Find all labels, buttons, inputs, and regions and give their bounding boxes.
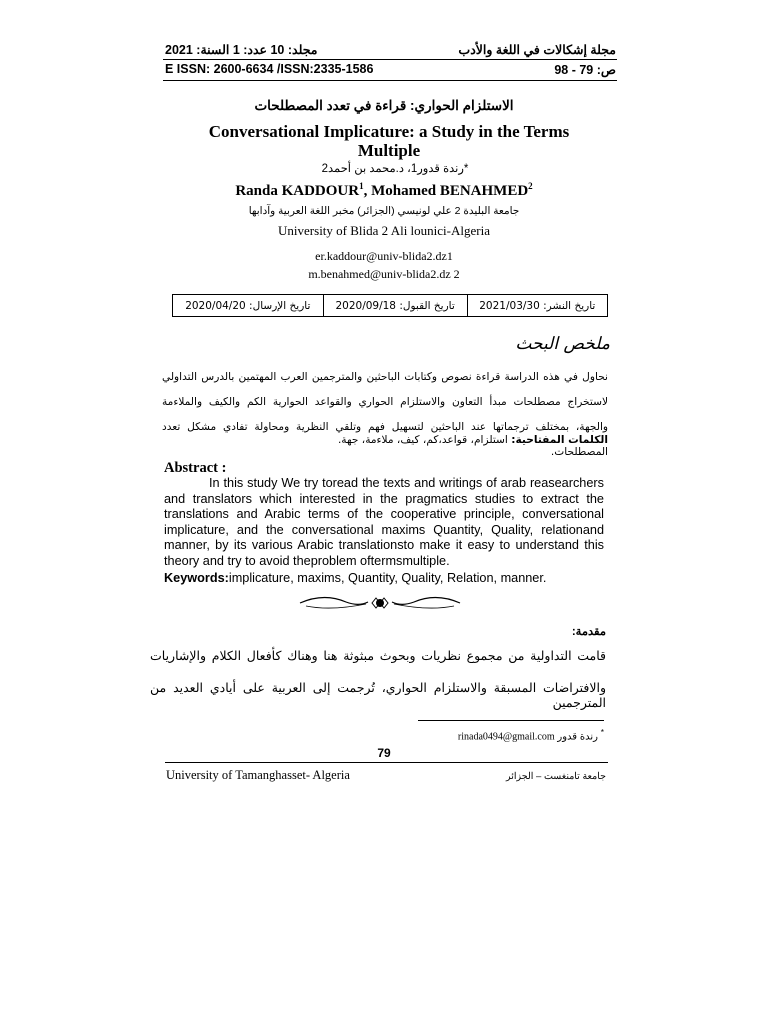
authors-en bbox=[0, 181, 768, 200]
keywords-en-values: implicature, maxims, Quantity, Quality, Relation, manner. bbox=[228, 571, 547, 585]
journal-title-ar: مجلة إشكالات في اللغة والأدب bbox=[458, 43, 616, 57]
keywords-ar bbox=[162, 434, 608, 446]
affiliation-en: University of Blida 2 Ali lounici-Algeria bbox=[278, 223, 490, 238]
date-received: تاريخ الإرسال: 2020/04/20 bbox=[173, 295, 324, 317]
footer-rule bbox=[165, 762, 608, 763]
title-ar: الاستلزام الحواري: قراءة في تعدد المصطلحات bbox=[254, 98, 514, 113]
abstract-ar-text: نحاول في هذه الدراسة قراءة نصوص وكتابات الباحثين والمترجمين العرب المهتمين بالدرس التداولي لاستخراج مصطلحات مبدأ التعاون والاستلزام الحواري والقواعد الحوارية الكم والكيف والملاءمة والجهة، بمختلف ترجماتها عند الباحثين لتسهيل فهم وتلقي النظرية ومحاولة تفادي مشكل تعدد المصطلحات. bbox=[162, 371, 608, 458]
email-author-1: er.kaddour@univ-blida2.dz1 bbox=[315, 249, 453, 263]
abstract-ar-heading: ملخص البحث bbox=[515, 334, 610, 354]
footnote bbox=[458, 727, 604, 742]
dates-table bbox=[172, 294, 608, 317]
intro-heading: مقدمة: bbox=[571, 626, 606, 638]
keywords-ar-values: استلزام، قواعد،كم، كيف، ملاءمة، جهة. bbox=[337, 434, 512, 446]
intro-line-2: والافتراضات المسبقة والاستلزام الحواري، تُرجمت إلى العربية على أيادي العديد من المترجمين bbox=[150, 681, 606, 710]
author-separator: , bbox=[363, 183, 372, 199]
footnote-name: رندة قدور bbox=[557, 731, 598, 743]
keywords-en bbox=[164, 571, 604, 585]
header-rule-top bbox=[163, 59, 617, 60]
footnote-rule bbox=[418, 720, 604, 721]
email-author-2: m.benahmed@univ-blida2.dz 2 bbox=[308, 267, 460, 281]
footnote-email: rinada0494@gmail.com bbox=[457, 731, 555, 743]
author-name-2: Mohamed BENAHMED bbox=[371, 183, 529, 199]
title-en-line2: Multiple bbox=[357, 141, 421, 160]
abstract-en-text: In this study We try toread the texts and writings of arab reasearchers and translators which interested in the pragmatics studies to extract the translations and Arabic terms of the cooperative principle, conversational implicature, and the conversational maxims Quantity, Quality, relationand manner, by its various Arabic translationsto make it easy to understand this theory and try to avoid theproblem oftermsmultiple. bbox=[164, 476, 604, 568]
date-accepted: تاريخ القبول: 2020/09/18 bbox=[323, 295, 467, 317]
footer-university-en: University of Tamanghasset- Algeria bbox=[166, 768, 350, 782]
author-sup-2: 2 bbox=[528, 181, 533, 191]
date-published: تاريخ النشر: 2021/03/30 bbox=[467, 295, 607, 317]
authors-ar: *رندة قدور1، د.محمد بن أحمد2 bbox=[321, 163, 469, 175]
footnote-marker: * bbox=[600, 727, 604, 737]
header-rule-bottom bbox=[163, 80, 617, 81]
intro-line-1: قامت التداولية من مجموع نظريات وبحوث مبثوثة هنا وهناك كأفعال الكلام والإشاريات bbox=[150, 649, 606, 663]
affiliation-ar: جامعة البليدة 2 علي لونيسي (الجزائر) مخبر اللغة العربية وآدابها bbox=[248, 205, 520, 217]
author-sup-1: 1 bbox=[359, 181, 364, 191]
ornament-divider bbox=[296, 594, 464, 612]
page-number: 79 bbox=[377, 746, 391, 760]
author-name-1: Randa KADDOUR bbox=[235, 183, 360, 199]
keywords-ar-label: الكلمات المفتاحية: bbox=[511, 434, 608, 446]
volume-info: مجلد: 10 عدد: 1 السنة: 2021 bbox=[165, 43, 318, 57]
footer-university-ar: جامعة تامنغست – الجزائر bbox=[505, 771, 606, 782]
page-range: ص: 79 - 98 bbox=[554, 63, 616, 77]
title-en-line1: Conversational Implicature: a Study in the Terms bbox=[208, 122, 570, 141]
issn: E ISSN: 2600-6634 /ISSN:2335-1586 bbox=[165, 62, 374, 76]
keywords-en-label: Keywords: bbox=[164, 571, 229, 585]
abstract-en-heading: Abstract : bbox=[164, 460, 227, 476]
